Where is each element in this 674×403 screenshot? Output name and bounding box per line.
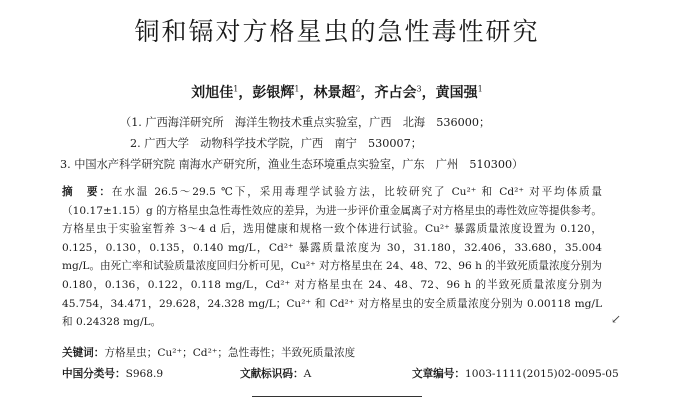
abstract-label: 摘 要： [62,186,112,198]
author-name: 林景超 [313,85,356,101]
abstract [62,183,602,332]
keywords-text: 方格星虫；Cu²⁺；Cd²⁺；急性毒性；半致死质量浓度 [104,347,356,359]
document-code-value: A [303,368,312,380]
author-affiliation-number: 1 [477,84,483,94]
article-number-value: 1003-1111(2015)02-0095-05 [464,368,619,380]
article-number [412,366,619,381]
author-affiliation-number: 3 [416,84,422,94]
keywords [62,345,355,360]
affiliation-3: 3. 中国水产科学研究院 南海水产研究所，渔业生态环境重点实验室，广东 广州 510300） [60,158,524,171]
author-name: 刘旭佳 [191,85,234,101]
author-name: 彭银辉 [252,85,295,101]
author-affiliation-number: 2 [355,84,361,94]
affiliation-2: 2. 广西大学 动物科学技术学院，广西 南宁 530007； [130,137,422,150]
divider-line [252,396,422,397]
paper-title: 铜和镉对方格星虫的急性毒性研究 [134,17,540,46]
affiliation-1: （1. 广西海洋研究所 海洋生物技术重点实验室，广西 北海 536000； [120,116,491,129]
author-list: 刘旭佳$^1$，彭银辉$^1$，林景超$^2$，齐占会$^3$，黄国强$^1$ [191,84,483,101]
article-number-label: 文章编号： [412,368,465,380]
author-name: 黄国强 [435,85,478,101]
author-affiliation-number: 1 [294,84,300,94]
keywords-label: 关键词： [62,347,105,359]
document-code-label: 文献标识码： [240,368,304,380]
classification-label: 中国分类号： [62,368,126,380]
classification-number [62,366,163,381]
abstract-text: 在水温 26.5～29.5 ℃下，采用毒理学试验方法，比较研究了 Cu²⁺ 和 Cd²⁺ 对平均体质量（10.17±1.15）g 的方格星虫急性毒性效应的差异，为进一步评价重金属离子对方格星虫的毒性效应等提供参考。方格星虫于实验室暂养 3～4 d 后，选用健康和规格一致个体进行试验。Cu²⁺ 暴露质量浓度设置为 0.120，0.125，0.130，0.135，0.140 mg/L，Cd²⁺ 暴露质量浓度为 30，31.180，32.406，33.680，35.004 mg/L。由死亡率和试验质量浓度回归分析可见，Cu²⁺ 对方格星虫在 24、48、72、96 h 的半致死质量浓度分别为 0.180，0.136，0.122，0.118 mg/L，Cd²⁺ 对方格星虫在 24、48、72、96 h 的半致死质量浓度分别为 45.754，34.471，29.628，24.328 mg/L；Cu²⁺ 和 Cd²⁺ 对方格星虫的安全质量浓度分别为 0.00118 mg/L 和 0.24328 mg/L。 [62,186,602,329]
author-name: 齐占会 [374,85,417,101]
author-affiliation-number: 1 [233,84,239,94]
classification-value: S968.9 [125,368,164,380]
document-code [240,366,311,381]
margin-mark: ↙ [611,312,622,326]
